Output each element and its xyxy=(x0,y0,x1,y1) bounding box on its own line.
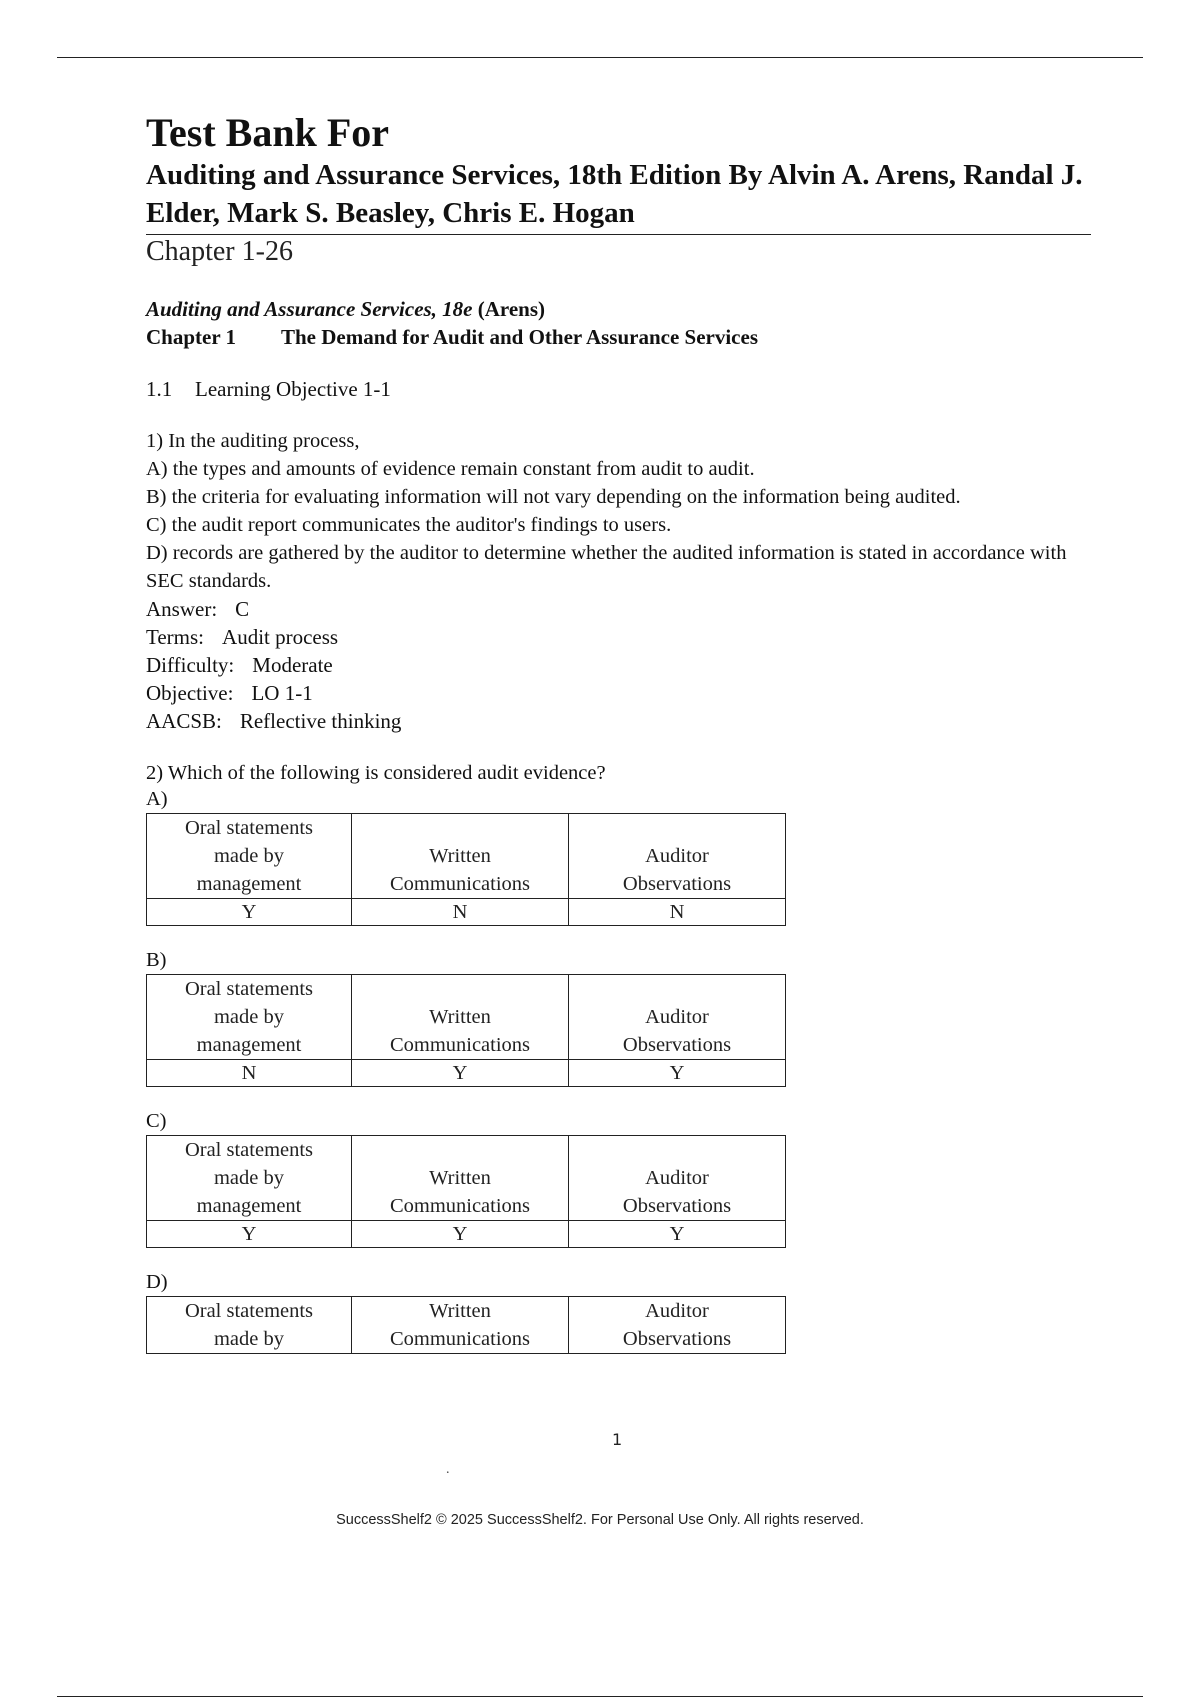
header-oral-statements: Oral statements made by management xyxy=(147,975,352,1060)
page-number: 1 xyxy=(612,1430,623,1449)
terms-row: Terms: Audit process xyxy=(146,625,339,649)
question-2-stem: 2) Which of the following is considered audit evidence? xyxy=(146,762,606,784)
objective-row: Objective: LO 1-1 xyxy=(146,681,313,705)
option-c-label: C) xyxy=(146,1110,167,1132)
header-auditor-observations: Auditor Observations xyxy=(569,814,786,899)
option-d-label: D) xyxy=(146,1271,168,1293)
header-oral-statements: Oral statements made by management xyxy=(147,814,352,899)
header-written-communications: Written Communications xyxy=(352,975,569,1060)
header-written-communications: Written Communications xyxy=(352,1297,569,1354)
option-a-label: A) xyxy=(146,788,168,810)
bottom-rule xyxy=(57,1696,1143,1697)
book-title: Auditing and Assurance Services, 18e xyxy=(146,297,473,321)
question-1-option-b: B) the criteria for evaluating information will not vary depending on the information being audited. xyxy=(146,486,961,508)
table-cell: Y xyxy=(147,899,352,926)
header-oral-statements: Oral statements made by xyxy=(147,1297,352,1354)
table-cell: N xyxy=(569,899,786,926)
question-1-option-a: A) the types and amounts of evidence remain constant from audit to audit. xyxy=(146,458,755,480)
copyright-footer: SuccessShelf2 © 2025 SuccessShelf2. For Personal Use Only. All rights reserved. xyxy=(336,1512,864,1528)
table-cell: Y xyxy=(147,1221,352,1248)
table-cell: N xyxy=(147,1060,352,1087)
document-subtitle: Auditing and Assurance Services, 18th Edition By Alvin A. Arens, Randal J. Elder, Mark S. Beasley, Chris E. Hogan xyxy=(146,159,1083,229)
question-1-option-c: C) the audit report communicates the auditor's findings to users. xyxy=(146,514,672,536)
header-written-communications: Written Communications xyxy=(352,814,569,899)
table-cell: N xyxy=(352,899,569,926)
difficulty-row: Difficulty: Moderate xyxy=(146,653,333,677)
chapter-number: Chapter 1 xyxy=(146,325,237,349)
table-cell: Y xyxy=(352,1221,569,1248)
header-oral-statements: Oral statements made by management xyxy=(147,1136,352,1221)
top-rule xyxy=(57,57,1143,58)
header-auditor-observations: Auditor Observations xyxy=(569,1297,786,1354)
option-a-table xyxy=(146,813,786,926)
table-cell: Y xyxy=(569,1060,786,1087)
answer-row: Answer: C xyxy=(146,597,250,621)
book-author: (Arens) xyxy=(477,297,546,321)
table-cell: Y xyxy=(569,1221,786,1248)
header-auditor-observations: Auditor Observations xyxy=(569,1136,786,1221)
table-cell: Y xyxy=(352,1060,569,1087)
question-1-option-d: D) records are gathered by the auditor to determine whether the audited information is stated in accordance with SEC standards. xyxy=(146,542,1067,592)
header-written-communications: Written Communications xyxy=(352,1136,569,1221)
option-c-table xyxy=(146,1135,786,1248)
book-line xyxy=(146,295,1096,323)
objective-label: Learning Objective 1-1 xyxy=(195,377,391,401)
aacsb-row: AACSB: Reflective thinking xyxy=(146,709,402,733)
stray-dot: . xyxy=(446,1462,450,1477)
option-b-table xyxy=(146,974,786,1087)
chapter-title: The Demand for Audit and Other Assurance Services xyxy=(281,325,758,349)
document-title: Test Bank For xyxy=(146,110,390,155)
question-1-stem: 1) In the auditing process, xyxy=(146,430,360,452)
page-content xyxy=(146,110,1096,1354)
chapter-heading xyxy=(146,323,1096,351)
option-d-table xyxy=(146,1296,786,1354)
objective-number: 1.1 xyxy=(146,377,173,401)
chapter-range: Chapter 1-26 xyxy=(146,236,293,267)
option-b-label: B) xyxy=(146,949,167,971)
learning-objective-heading xyxy=(146,375,1096,403)
header-auditor-observations: Auditor Observations xyxy=(569,975,786,1060)
